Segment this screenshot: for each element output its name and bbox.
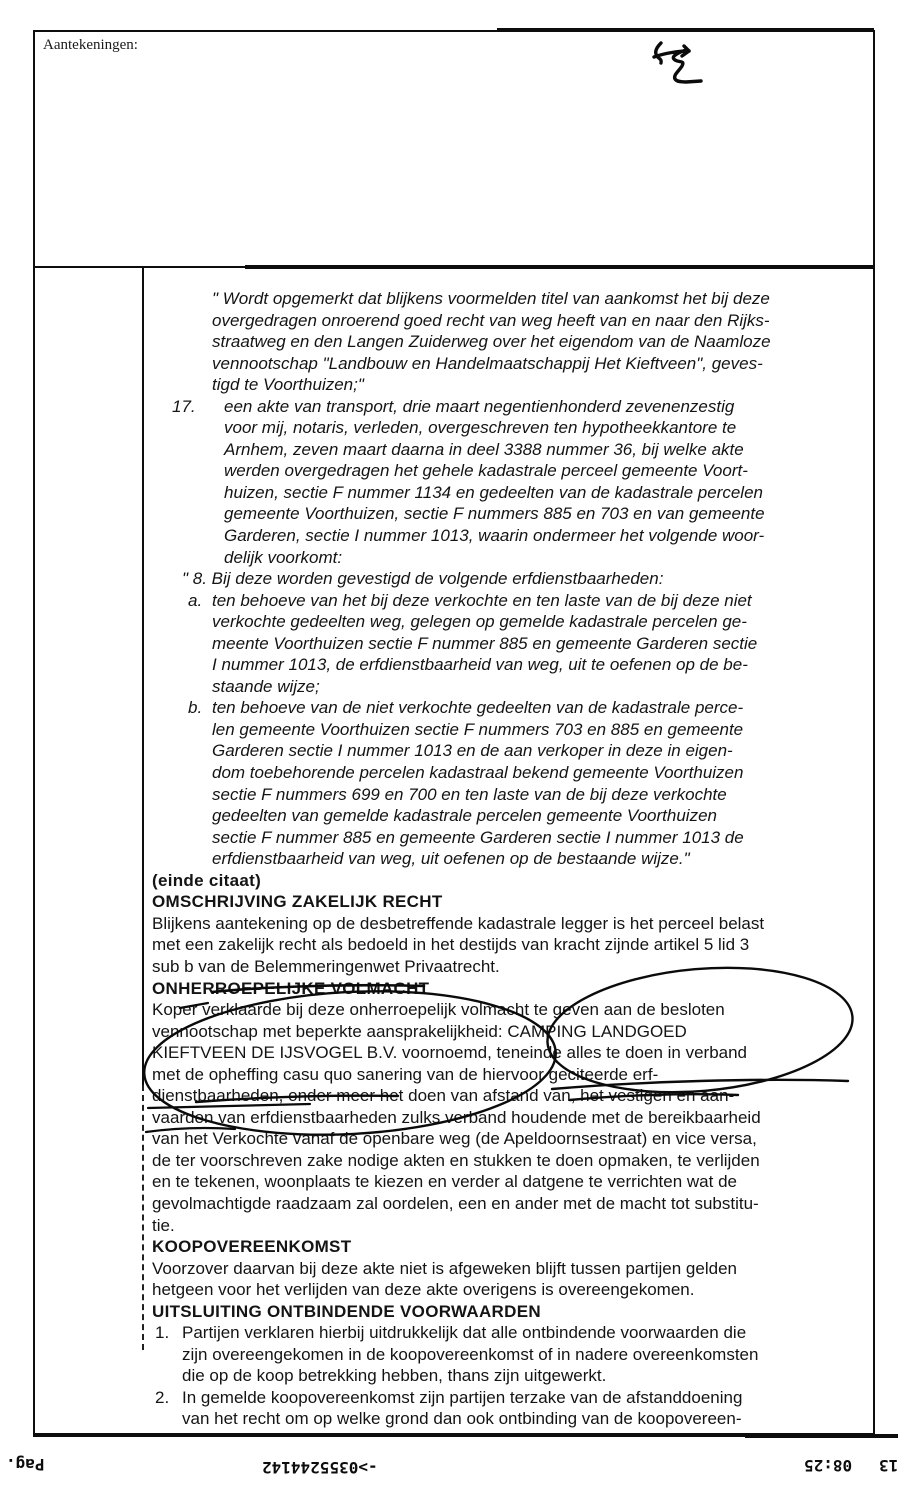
text-line: len gemeente Voorthuizen sectie F nummers 703 en 885 en gemeente xyxy=(212,719,744,739)
text-block xyxy=(152,590,874,698)
text-line: KIEFTVEEN DE IJSVOGEL B.V. voornoemd, teneinde alles te doen in verband xyxy=(152,1043,748,1063)
block-marker: 1. xyxy=(155,1323,170,1343)
text-line: tie. xyxy=(152,1215,175,1235)
text-line: straatweg en den Langen Zuiderweg over het eigendom van de Naamloze xyxy=(212,332,771,352)
text-line: van het Verkochte vanaf de openbare weg (de Apeldoornsestraat) en vice versa, xyxy=(152,1129,757,1149)
block-marker: 17. xyxy=(172,396,196,416)
text-line: ten behoeve van de niet verkochte gedeelten van de kadastrale perce- xyxy=(212,698,744,718)
text-block xyxy=(152,697,874,869)
notes-box-top-border-thick xyxy=(497,28,874,32)
text-line: Koper verklaarde bij deze onherroepelijk volmacht te geven aan de besloten xyxy=(152,1000,725,1020)
text-line: (einde citaat) xyxy=(152,870,262,890)
text-line: meente Voorthuizen sectie F nummer 885 en gemeente Garderen sectie xyxy=(212,633,758,653)
margin-column-divider xyxy=(142,267,144,1085)
text-line: en te tekenen, woonplaats te kiezen en verder al datgene te verrichten wat de xyxy=(152,1172,737,1192)
text-line: werden overgedragen het gehele kadastrale perceel gemeente Voort- xyxy=(224,461,748,481)
text-line: ONHERROEPELIJKE VOLMACHT xyxy=(152,978,430,998)
text-line: Voorzover daarvan bij deze akte niet is afgeweken blijft tussen partijen gelden xyxy=(152,1258,737,1278)
text-line: Partijen verklaren hierbij uitdrukkelijk dat alle ontbindende voorwaarden die xyxy=(182,1323,747,1343)
text-block xyxy=(152,913,874,978)
text-line: sub b van de Belemmeringenwet Privaatrecht. xyxy=(152,956,500,976)
text-block xyxy=(152,891,874,913)
text-line: verkochte gedeelten weg, gelegen op gemelde kadastrale percelen ge- xyxy=(212,612,747,632)
text-line: met de opheffing casu quo sanering van de hiervoor geciteerde erf- xyxy=(152,1064,659,1084)
text-line: UITSLUITING ONTBINDENDE VOORWAARDEN xyxy=(152,1301,541,1321)
fax-time: 08:25 xyxy=(804,1456,853,1475)
text-line: vaarden van erfdienstbaarheden zulks verband houdende met de bereikbaarheid xyxy=(152,1107,761,1127)
text-block xyxy=(152,1301,874,1323)
page-bottom-border-ext xyxy=(745,1434,898,1438)
fax-page-number: 13 xyxy=(879,1456,899,1475)
text-line: staande wijze; xyxy=(212,676,320,696)
block-marker: a. xyxy=(188,590,203,610)
text-line: " 8. Bij deze worden gevestigd de volgende erfdienstbaarheden: xyxy=(182,569,664,589)
page-left-border xyxy=(33,30,35,1437)
block-marker: b. xyxy=(188,698,203,718)
text-block xyxy=(152,999,874,1236)
text-block xyxy=(152,1258,874,1301)
text-line: tigd te Voorthuizen;" xyxy=(212,375,364,395)
notes-label: Aantekeningen: xyxy=(43,37,138,53)
text-line: Garderen sectie I nummer 1013 en de aan verkoper in deze in eigen- xyxy=(212,741,733,761)
block-marker: 2. xyxy=(155,1387,170,1407)
text-line: delijk voorkomt: xyxy=(224,547,343,567)
text-line: hetgeen voor het verlijden van deze akte overigens is overeengekomen. xyxy=(152,1280,695,1300)
text-line: In gemelde koopovereenkomst zijn partijen terzake van de afstanddoening xyxy=(182,1387,743,1407)
text-line: huizen, sectie F nummer 1134 en gedeelten van de kadastrale percelen xyxy=(224,482,763,502)
text-line: gevolmachtigde raadzaam zal oordelen, een en ander met de macht tot substitu- xyxy=(152,1193,759,1213)
text-line: die op de koop betrekking hebben, thans zijn uitgewerkt. xyxy=(182,1366,607,1386)
text-block xyxy=(152,870,874,892)
text-line: dienstbaarheden, onder meer het doen van afstand van, het vestigen en aan- xyxy=(152,1086,735,1106)
text-block xyxy=(152,1236,874,1258)
text-line: sectie F nummers 699 en 700 en ten laste van de bij deze verkochte xyxy=(212,784,727,804)
text-line: erfdienstbaarheid van weg, uit oefenen op de bestaande wijze." xyxy=(212,849,690,869)
notes-box-bottom-border-thick xyxy=(245,265,874,269)
text-line: gemeente Voorthuizen, sectie F nummers 885 en 703 en van gemeente xyxy=(224,504,765,524)
text-block xyxy=(152,1322,874,1387)
text-line: gedeelten van gemelde kadastrale percelen gemeente Voorthuizen xyxy=(212,806,717,826)
text-line: I nummer 1013, de erfdienstbaarheid van weg, uit te oefenen op de be- xyxy=(212,655,748,675)
text-block xyxy=(152,978,874,1000)
text-line: Blijkens aantekening op de desbetreffende kadastrale legger is het perceel belast xyxy=(152,913,765,933)
text-block xyxy=(152,568,874,590)
text-line: overgedragen onroerend goed recht van weg heeft van en naar den Rijks- xyxy=(212,310,770,330)
text-line: " Wordt opgemerkt dat blijkens voormelden titel van aankomst het bij deze xyxy=(212,289,770,308)
text-line: ten behoeve van het bij deze verkochte en ten laste van de bij deze niet xyxy=(212,590,752,610)
fax-page-label: Pag. xyxy=(6,1455,45,1474)
text-block xyxy=(152,396,874,568)
signature-mark xyxy=(654,43,701,82)
text-line: een akte van transport, drie maart negentienhonderd zevenenzestig xyxy=(224,396,735,416)
text-line: dom toebehorende percelen kadastraal bekend gemeente Voorthuizen xyxy=(212,763,744,783)
text-line: OMSCHRIJVING ZAKELIJK RECHT xyxy=(152,892,443,912)
text-line: de ter voorschreven zake nodige akten en stukken te doen opmaken, te verlijden xyxy=(152,1150,760,1170)
text-block xyxy=(152,288,874,396)
text-line: Arnhem, zeven maart daarna in deel 3388 nummer 36, bij welke akte xyxy=(224,439,744,459)
text-line: zijn overeengekomen in de koopovereenkomst of in nadere overeenkomsten xyxy=(182,1344,759,1364)
text-line: vennootschap met beperkte aansprakelijkheid: CAMPING LANDGOED xyxy=(152,1021,687,1041)
text-line: KOOPOVEREENKOMST xyxy=(152,1237,352,1257)
text-line: van het recht om op welke grond dan ook ontbinding van de koopovereen- xyxy=(182,1409,742,1429)
fax-number: ->0355244142 xyxy=(262,1458,378,1477)
margin-column-divider-dashed xyxy=(142,1085,144,1350)
text-block xyxy=(152,1387,874,1430)
text-line: vennootschap "Landbouw en Handelmaatschappij Het Kieftveen", geves- xyxy=(212,353,763,373)
text-line: sectie F nummer 885 en gemeente Garderen sectie I nummer 1013 de xyxy=(212,827,744,847)
text-line: met een zakelijk recht als bedoeld in het destijds van kracht zijnde artikel 5 lid 3 xyxy=(152,935,750,955)
document-body xyxy=(152,288,874,1430)
text-line: Garderen, sectie I nummer 1013, waarin ondermeer het volgende woor- xyxy=(224,526,765,546)
text-line: voor mij, notaris, verleden, overgeschreven ten hypotheekkantore te xyxy=(224,418,737,438)
